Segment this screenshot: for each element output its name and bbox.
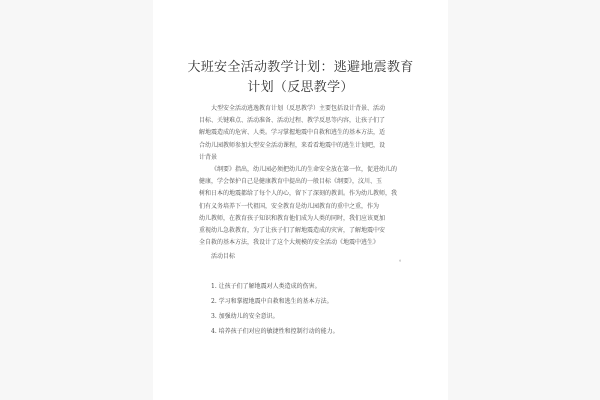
document-title-line-2: 计划（反思教学） — [247, 80, 354, 95]
goal-item: 2. 学习和掌握地震中自救和逃生的基本方法。 — [211, 298, 333, 305]
goals-list — [211, 279, 411, 339]
body-line: 树和日本的地震都给了每个人的心，留下了深刻的教训。作为幼儿教师，我 — [199, 190, 398, 198]
body-line: 解地震造成的危害、人类。学习掌握地震中自救和逃生的基本方法，适 — [199, 129, 386, 137]
body-line: 全自救的基本方法，我设计了这个大规模的安全活动《地震中逃生》 — [199, 239, 380, 247]
body-line: 合幼儿园教师参加大型安全活动课程，来看看地震中的逃生计划吧，设 — [199, 141, 386, 149]
body-line: 《纲要》指出，幼儿园必须把幼儿的生命安全放在第一位，促进幼儿的 — [211, 165, 398, 173]
body-line: 幼儿教师，在教育孩子知识和教育他们成为人类的同时，我们应该更加 — [199, 214, 386, 222]
goals-heading: 活动目标 — [211, 253, 236, 261]
body-line: 重视幼儿急救教育，为了让孩子们了解地震造成的灾害，了解地震中安 — [199, 226, 386, 234]
goal-item: 3. 加强幼儿的安全意识。 — [211, 313, 279, 320]
body-line: 目标、关键难点、活动准备、活动过程、教学反思等内容，让孩子们了 — [199, 117, 386, 125]
body-line: 大型安全活动逃逸教育计划（反思教学）主要包括设计背景、活动 — [211, 105, 386, 112]
trailing-mark: 。 — [399, 256, 406, 263]
goal-item: 4. 培养孩子们对应的敏捷性和控制行动的能力。 — [211, 328, 339, 335]
body-line: 计背景 — [199, 153, 218, 161]
body-line: 健康，学会保护自己是健康教育中提出的一般目标《纲要》，汶川、玉 — [199, 178, 383, 186]
body-line: 们有义务培养下一代祖国，安全教育是幼儿园教育的重中之重，作为 — [199, 202, 380, 210]
document-body — [199, 103, 411, 263]
goal-item: 1. 让孩子们了解地震对人类造成的伤害。 — [211, 283, 321, 290]
document-page — [153, 0, 448, 400]
document-title-line-1: 大班安全活动教学计划：逃避地震教育 — [187, 60, 414, 75]
